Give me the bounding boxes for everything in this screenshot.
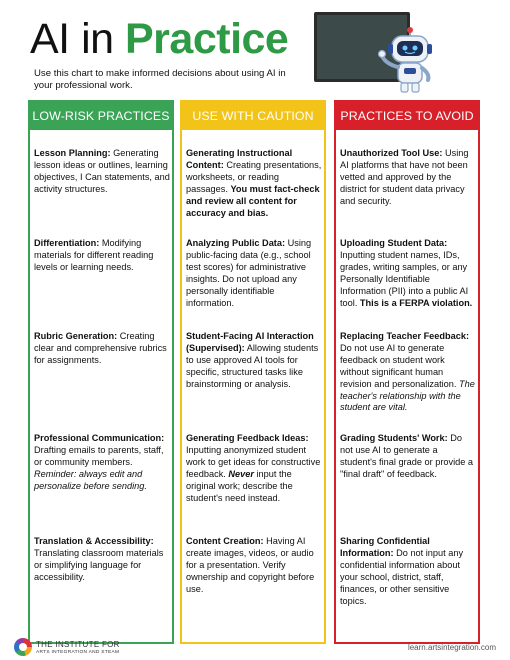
item-text: Inputting student names, IDs, grades, writing samples, or any Personally Identifiable Information (PII) into a public AI tool. <box>340 249 469 308</box>
page-title <box>30 14 288 64</box>
item-label: Content Creation: <box>186 536 264 546</box>
item-italic: Reminder: always edit and personalize before sending. <box>34 468 147 491</box>
item-italic: Never <box>228 468 254 479</box>
item-text: Inputting anonymized student work to get ideas for constructive feedback. <box>186 444 321 479</box>
item-text: Do not input any confidential information about your school, district, staff, finances, or other sensitive topics. <box>340 547 464 606</box>
item-text: Do not use AI to generate a student's final grade or provide a "final draft" of feedback. <box>340 433 474 479</box>
item-label: Differentiation: <box>34 238 100 248</box>
practice-item <box>340 536 476 607</box>
item-text: Using public-facing data (e.g., school test scores) for administrative insights. Do not upload any personally identifiable information. <box>186 238 312 308</box>
item-text: Having AI create images, videos, or audio for a presentation. Verify ownership and copyright before use. <box>186 536 315 594</box>
practice-item <box>340 238 476 309</box>
item-label: Grading Students' Work: <box>340 433 448 443</box>
item-italic: The teacher's relationship with the student are vital. <box>340 378 475 413</box>
item-label: Unauthorized Tool Use: <box>340 148 443 158</box>
item-label: Professional Communication: <box>34 433 165 443</box>
item-text: Modifying materials for different reading levels or learning needs. <box>34 238 154 272</box>
practice-item <box>34 331 170 367</box>
practice-item <box>34 433 170 493</box>
practice-item <box>340 148 476 208</box>
item-text: Generating lesson ideas or outlines, learning objectives, I Can statements, and activity structures. <box>34 148 170 194</box>
caution-column <box>180 100 326 644</box>
column-heading: USE WITH CAUTION <box>182 102 324 130</box>
avoid-column <box>334 100 480 644</box>
institute-logo-icon <box>14 638 32 656</box>
item-label: Rubric Generation: <box>34 331 118 341</box>
item-text: Allowing students to use approved AI tools for specific, structured tasks like brainstorming or analysis. <box>186 342 319 389</box>
practice-item <box>186 331 322 391</box>
item-label: Replacing Teacher Feedback: <box>340 331 470 341</box>
item-bold: This is a FERPA violation. <box>359 297 473 308</box>
item-label: Lesson Planning: <box>34 148 111 158</box>
item-label: Analyzing Public Data: <box>186 238 286 248</box>
practice-item <box>340 331 476 414</box>
footer-url[interactable]: learn.artsintegration.com <box>407 643 496 652</box>
item-label: Generating Feedback Ideas: <box>186 433 309 443</box>
item-label: Student-Facing AI Interaction (Supervised): <box>186 331 314 353</box>
item-label: Sharing Confidential Information: <box>340 536 430 558</box>
item-label: Uploading Student Data: <box>340 238 448 248</box>
org-name: THE INSTITUTE FOR <box>36 640 120 649</box>
practice-item <box>186 238 322 309</box>
low-risk-column <box>28 100 174 644</box>
item-text: Using AI platforms that have not been vetted and approved by the district for student data privacy and security. <box>340 148 469 206</box>
practice-item <box>34 238 170 274</box>
practice-item <box>34 148 170 196</box>
page-subtitle: Use this chart to make informed decisions about using AI in your professional work. <box>34 68 286 91</box>
item-text: Creating presentations, worksheets, or reading passages. <box>186 159 322 194</box>
item-text-2: input the original work; describe the student's need instead. <box>186 468 293 503</box>
item-text: Drafting emails to parents, staff, or community members. <box>34 444 164 467</box>
title-part-1: AI in <box>30 15 125 63</box>
practice-item <box>186 433 322 504</box>
item-text: Translating classroom materials or simplifying language for accessibility. <box>34 547 164 582</box>
item-text: Creating clear and comprehensive rubrics for assignments. <box>34 331 167 365</box>
item-text: Do not use AI to generate feedback on student work without significant human revision and personalization. <box>340 342 459 389</box>
practice-item <box>186 536 322 596</box>
item-bold: You must fact-check and review all content for accuracy and bias. <box>186 183 320 218</box>
robot-mascot-icon <box>374 26 450 96</box>
column-heading: LOW-RISK PRACTICES <box>30 102 172 130</box>
item-label: Generating Instructional Content: <box>186 148 293 170</box>
title-part-2: Practice <box>125 15 289 63</box>
item-label: Translation & Accessibility: <box>34 536 154 546</box>
practice-item <box>340 433 476 481</box>
practice-item <box>186 148 322 219</box>
practice-item <box>34 536 170 584</box>
org-subname: ARTS INTEGRATION AND STEAM <box>36 650 120 655</box>
column-heading: PRACTICES TO AVOID <box>336 102 478 130</box>
